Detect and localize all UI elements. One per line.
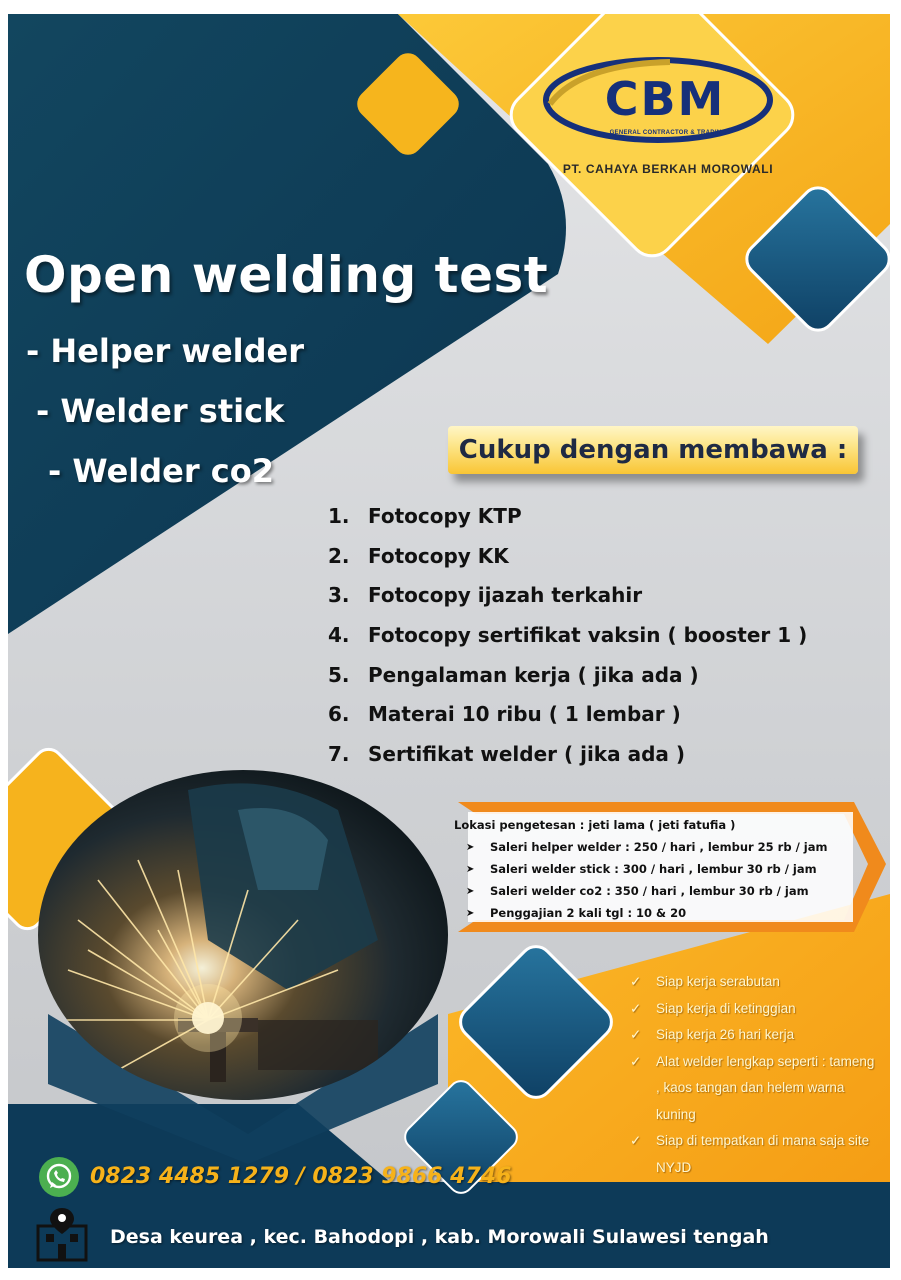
requirements-list xyxy=(328,496,848,774)
check-icon: ✓ xyxy=(630,1000,642,1016)
checklist-item: ✓ Siap kerja serabutan xyxy=(630,969,880,996)
welder-photo xyxy=(38,770,448,1100)
position-helper-welder: - Helper welder xyxy=(26,332,305,370)
info-box xyxy=(454,818,844,922)
check-icon: ✓ xyxy=(630,1053,642,1069)
checklist xyxy=(630,969,880,1181)
info-item: ➤ Saleri helper welder : 250 / hari , lembur 25 rb / jam xyxy=(466,840,828,854)
requirement-item: 4. Fotocopy sertifikat vaksin ( booster 1 ) xyxy=(328,622,808,647)
checklist-item: ✓ Siap di tempatkan di mana saja site NYJD xyxy=(630,1128,880,1181)
contact-row xyxy=(38,1154,558,1202)
requirement-item: 6. Materai 10 ribu ( 1 lembar ) xyxy=(328,702,681,727)
position-welder-co2: - Welder co2 xyxy=(48,452,274,490)
phone-numbers[interactable]: 0823 4485 1279 / 0823 9866 4746 xyxy=(90,1164,512,1189)
logo-tagline: GENERAL CONTRACTOR & TRADING xyxy=(609,130,727,136)
check-icon: ✓ xyxy=(630,974,642,989)
info-item: ➤ Penggajian 2 kali tgl : 10 & 20 xyxy=(466,906,687,920)
checklist-item: ✓ Siap kerja di ketinggian xyxy=(630,996,880,1023)
info-item: ➤ Saleri welder co2 : 350 / hari , lembur 30 rb / jam xyxy=(466,884,809,898)
arrow-bullet-icon: ➤ xyxy=(466,841,475,853)
arrow-bullet-icon: ➤ xyxy=(466,863,475,875)
company-name: PT. CAHAYA BERKAH MOROWALI xyxy=(562,162,774,176)
headline: Open welding test xyxy=(24,246,549,304)
requirement-item: 7. Sertifikat welder ( jika ada ) xyxy=(328,741,685,766)
check-icon: ✓ xyxy=(630,1027,642,1042)
building-location-icon xyxy=(32,1206,92,1262)
welding-sparks-image xyxy=(38,770,448,1100)
company-logo xyxy=(518,52,818,202)
check-icon: ✓ xyxy=(630,1133,642,1148)
poster xyxy=(8,14,890,1268)
checklist-item: ✓ Siap kerja 26 hari kerja xyxy=(630,1022,880,1049)
requirement-item: 1. Fotocopy KTP xyxy=(328,503,522,528)
requirement-item: 5. Pengalaman kerja ( jika ada ) xyxy=(328,662,699,687)
arrow-bullet-icon: ➤ xyxy=(466,885,475,897)
logo-brand: CBM xyxy=(604,72,726,126)
office-address: Desa keurea , kec. Bahodopi , kab. Morowali Sulawesi tengah xyxy=(110,1226,769,1248)
whatsapp-icon[interactable] xyxy=(38,1156,80,1198)
position-welder-stick: - Welder stick xyxy=(36,392,285,430)
requirement-item: 3. Fotocopy ijazah terkahir xyxy=(328,583,643,608)
requirement-item: 2. Fotocopy KK xyxy=(328,543,509,568)
requirements-header: Cukup dengan membawa : xyxy=(448,426,858,474)
address-row xyxy=(32,1206,882,1262)
test-location: Lokasi pengetesan : jeti lama ( jeti fatufia ) xyxy=(454,818,736,832)
info-item: ➤ Saleri welder stick : 300 / hari , lembur 30 rb / jam xyxy=(466,862,817,876)
checklist-item: ✓ Alat welder lengkap seperti : tameng , kaos tangan dan helem warna kuning xyxy=(630,1049,880,1129)
arrow-bullet-icon: ➤ xyxy=(466,907,475,919)
